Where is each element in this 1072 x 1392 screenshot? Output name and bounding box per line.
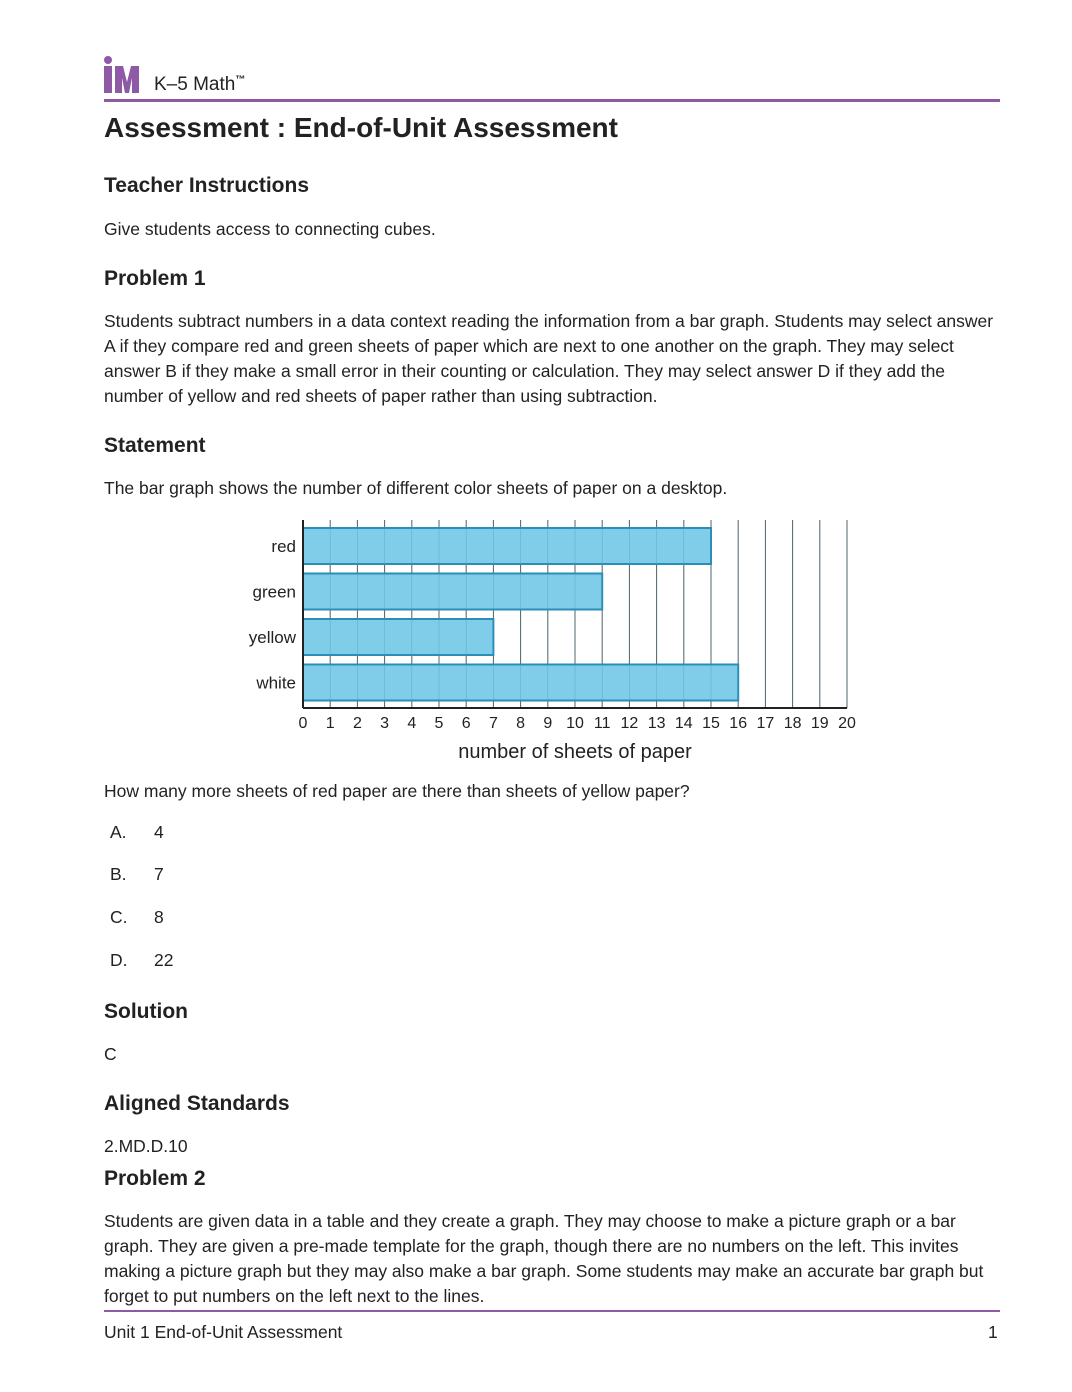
x-tick-label: 18	[783, 715, 802, 732]
header-rule	[104, 99, 1000, 102]
x-tick-label: 14	[674, 715, 693, 732]
bar-red	[303, 528, 711, 564]
problem2-text: Students are given data in a table and they create a graph. They may choose to make a picture graph or a bar graph. They are given a pre-made template for the graph, though there are no numbers on the left. This invites making a picture graph but they may also make a bar graph. Some students may make an accurate bar graph but forget to put numbers on the left next to the lines.	[104, 1211, 984, 1306]
problem2-heading: Problem 2	[104, 1167, 206, 1190]
page-number: 1	[988, 1322, 998, 1342]
x-tick-label: 9	[543, 715, 553, 732]
statement-heading: Statement	[104, 434, 206, 457]
x-tick-label: 13	[647, 715, 666, 732]
option-d-letter: D.	[110, 950, 128, 970]
x-tick-label: 7	[488, 715, 498, 732]
option-c-letter: C.	[110, 907, 128, 927]
x-tick-label: 5	[434, 715, 444, 732]
teacher-instructions-heading: Teacher Instructions	[104, 174, 309, 197]
x-tick-label: 1	[325, 715, 335, 732]
x-axis-label: number of sheets of paper	[458, 741, 692, 763]
problem1-text: Students subtract numbers in a data context reading the information from a bar graph. Students may select answer A if they compare red and green sheets of paper which are next to one another on the graph. They may select answer B if they make a small error in their counting or calculation. They may select answer D if they add the number of yellow and red sheets of paper rather than using subtraction.	[104, 311, 994, 406]
x-tick-label: 11	[593, 715, 611, 732]
logo	[104, 56, 404, 96]
category-label: red	[271, 537, 296, 556]
option-c-value: 8	[154, 907, 164, 927]
problem1-heading: Problem 1	[104, 267, 206, 290]
option-a-value: 4	[154, 822, 164, 842]
category-label: yellow	[248, 628, 296, 647]
option-d-value: 22	[154, 950, 174, 970]
standards-heading: Aligned Standards	[104, 1092, 290, 1115]
x-tick-label: 12	[620, 715, 639, 732]
x-tick-label: 3	[380, 715, 390, 732]
x-tick-label: 2	[352, 715, 362, 732]
x-tick-label: 20	[838, 715, 856, 732]
x-tick-label: 4	[407, 715, 417, 732]
bar-chart	[0, 510, 1072, 770]
option-b-value: 7	[154, 864, 164, 884]
statement-text: The bar graph shows the number of different color sheets of paper on a desktop.	[104, 478, 728, 498]
option-b-letter: B.	[110, 864, 127, 884]
footer-title: Unit 1 End-of-Unit Assessment	[104, 1322, 343, 1342]
page-title: Assessment : End-of-Unit Assessment	[104, 112, 618, 143]
x-tick-label: 15	[702, 715, 720, 732]
category-label: white	[256, 673, 296, 693]
standards-text: 2.MD.D.10	[104, 1136, 188, 1156]
x-tick-label: 17	[756, 715, 775, 732]
x-tick-label: 10	[566, 715, 584, 732]
x-tick-label: 6	[461, 715, 471, 732]
im-logo-mark	[104, 56, 150, 94]
x-tick-label: 8	[516, 715, 526, 732]
product-name: K–5 Math™	[154, 74, 246, 95]
x-tick-label: 0	[298, 715, 308, 732]
option-a-letter: A.	[110, 822, 127, 842]
footer-rule	[104, 1310, 1000, 1312]
solution-text: C	[104, 1044, 117, 1064]
bar-green	[303, 574, 602, 610]
solution-heading: Solution	[104, 1000, 188, 1023]
question-text: How many more sheets of red paper are there than sheets of yellow paper?	[104, 781, 690, 801]
x-tick-label: 16	[729, 715, 748, 732]
x-tick-label: 19	[810, 715, 829, 732]
bar-yellow	[303, 619, 493, 655]
category-label: green	[252, 582, 296, 602]
teacher-instructions-text: Give students access to connecting cubes.	[104, 219, 436, 239]
